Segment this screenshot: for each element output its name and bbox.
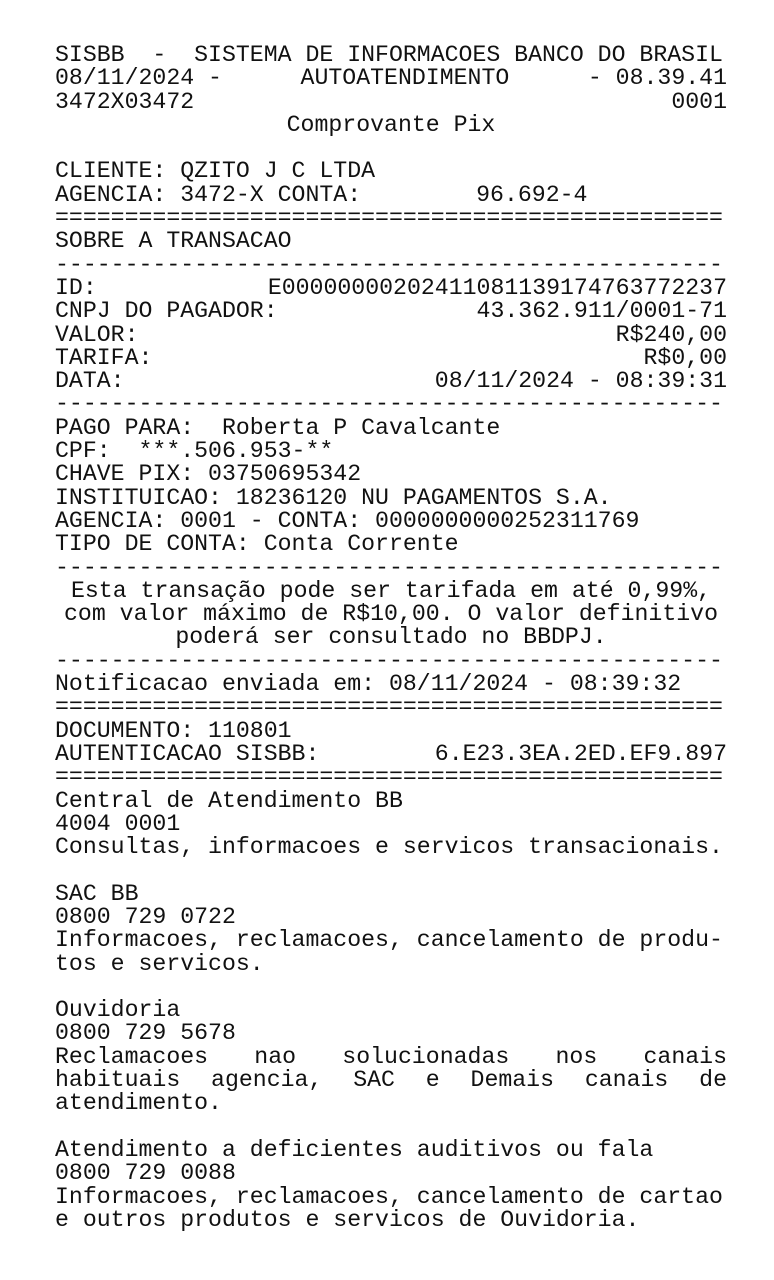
single-rule: ------------------------------------------------ bbox=[55, 393, 723, 417]
terminal-row bbox=[55, 88, 727, 115]
ouvidoria-description: atendimento. bbox=[55, 1090, 222, 1117]
double-rule: ================================================ bbox=[55, 696, 723, 720]
tarifa-row bbox=[55, 344, 727, 371]
data-row bbox=[55, 370, 727, 393]
pix-receipt bbox=[55, 44, 727, 1232]
id-value: E00000000202411081139174763772237 bbox=[267, 274, 727, 301]
single-rule: ------------------------------------------------ bbox=[55, 253, 723, 277]
accessibility-phone: 0800 729 0088 bbox=[55, 1160, 236, 1187]
id-label: ID: bbox=[55, 274, 97, 301]
central-phone: 4004 0001 bbox=[55, 810, 181, 837]
ouvidoria-phone: 0800 729 5678 bbox=[55, 1020, 236, 1047]
sequence-number: 0001 bbox=[671, 88, 727, 115]
payee-account: AGENCIA: 0001 - CONTA: 0000000000252311769 bbox=[55, 507, 640, 534]
data-value: 08/11/2024 - 08:39:31 bbox=[434, 368, 727, 395]
sac-phone: 0800 729 0722 bbox=[55, 903, 236, 930]
client-account-row bbox=[55, 181, 727, 208]
valor-row bbox=[55, 321, 727, 348]
fee-notice-line: com valor máximo de R$10,00. O valor definitivo bbox=[64, 601, 718, 628]
payee-name: PAGO PARA: Roberta P Cavalcante bbox=[55, 414, 501, 441]
accessibility-title: Atendimento a deficientes auditivos ou fala bbox=[55, 1136, 654, 1163]
ouvidoria-description: habituais agencia, SAC e Demais canais de bbox=[55, 1067, 727, 1094]
payee-account-type: TIPO DE CONTA: Conta Corrente bbox=[55, 531, 459, 558]
payee-institution: INSTITUICAO: 18236120 NU PAGAMENTOS S.A. bbox=[55, 484, 612, 511]
transaction-id-row bbox=[55, 274, 727, 301]
accessibility-description: Informacoes, reclamacoes, cancelamento de cartao bbox=[55, 1183, 723, 1210]
header-time: - 08.39.41 bbox=[587, 65, 727, 92]
payee-cpf: CPF: ***.506.953-** bbox=[55, 438, 334, 465]
cnpj-label: CNPJ DO PAGADOR: bbox=[55, 298, 278, 325]
fee-notice-line: poderá ser consultado no BBDPJ. bbox=[175, 624, 607, 651]
client-conta: 96.692-4 bbox=[476, 181, 588, 208]
single-rule: ------------------------------------------------ bbox=[55, 556, 723, 580]
transaction-heading: SOBRE A TRANSACAO bbox=[55, 228, 292, 255]
date-service-row bbox=[55, 67, 727, 90]
header-service: AUTOATENDIMENTO bbox=[300, 65, 510, 92]
double-rule: ================================================ bbox=[55, 207, 723, 231]
client-agencia-label: AGENCIA: 3472-X CONTA: bbox=[55, 181, 362, 208]
notification-line: Notificacao enviada em: 08/11/2024 - 08:39:32 bbox=[55, 671, 682, 698]
sac-title: SAC BB bbox=[55, 880, 139, 907]
data-label: DATA: bbox=[55, 368, 125, 395]
cnpj-value: 43.362.911/0001-71 bbox=[476, 298, 727, 325]
central-description: Consultas, informacoes e servicos transacionais. bbox=[55, 834, 723, 861]
sac-description: tos e servicos. bbox=[55, 950, 264, 977]
ouvidoria-description: Reclamacoes nao solucionadas nos canais bbox=[55, 1043, 727, 1070]
tarifa-value: R$0,00 bbox=[643, 344, 727, 371]
payee-pix-key: CHAVE PIX: 03750695342 bbox=[55, 461, 362, 488]
cnpj-row bbox=[55, 300, 727, 323]
accessibility-description: e outros produtos e servicos de Ouvidoria. bbox=[55, 1206, 640, 1233]
document-number: DOCUMENTO: 110801 bbox=[55, 717, 292, 744]
client-line: CLIENTE: QZITO J C LTDA bbox=[55, 158, 376, 185]
double-rule: ================================================ bbox=[55, 766, 723, 790]
single-rule: ------------------------------------------------ bbox=[55, 649, 723, 674]
central-title: Central de Atendimento BB bbox=[55, 787, 403, 814]
header-date: 08/11/2024 - bbox=[55, 65, 222, 92]
authentication-row bbox=[55, 740, 727, 767]
sac-description: Informacoes, reclamacoes, cancelamento de produ- bbox=[55, 927, 723, 954]
auth-label: AUTENTICACAO SISBB: bbox=[55, 740, 320, 767]
ouvidoria-title: Ouvidoria bbox=[55, 997, 181, 1024]
receipt-title: Comprovante Pix bbox=[286, 111, 496, 138]
terminal-id: 3472X03472 bbox=[55, 88, 195, 115]
auth-value: 6.E23.3EA.2ED.EF9.897 bbox=[434, 740, 727, 767]
valor-value: R$240,00 bbox=[615, 321, 727, 348]
valor-label: VALOR: bbox=[55, 321, 139, 348]
tarifa-label: TARIFA: bbox=[55, 344, 153, 371]
system-header: SISBB - SISTEMA DE INFORMACOES BANCO DO BRASIL bbox=[55, 42, 723, 68]
fee-notice-line: Esta transação pode ser tarifada em até 0,99%, bbox=[70, 577, 712, 604]
